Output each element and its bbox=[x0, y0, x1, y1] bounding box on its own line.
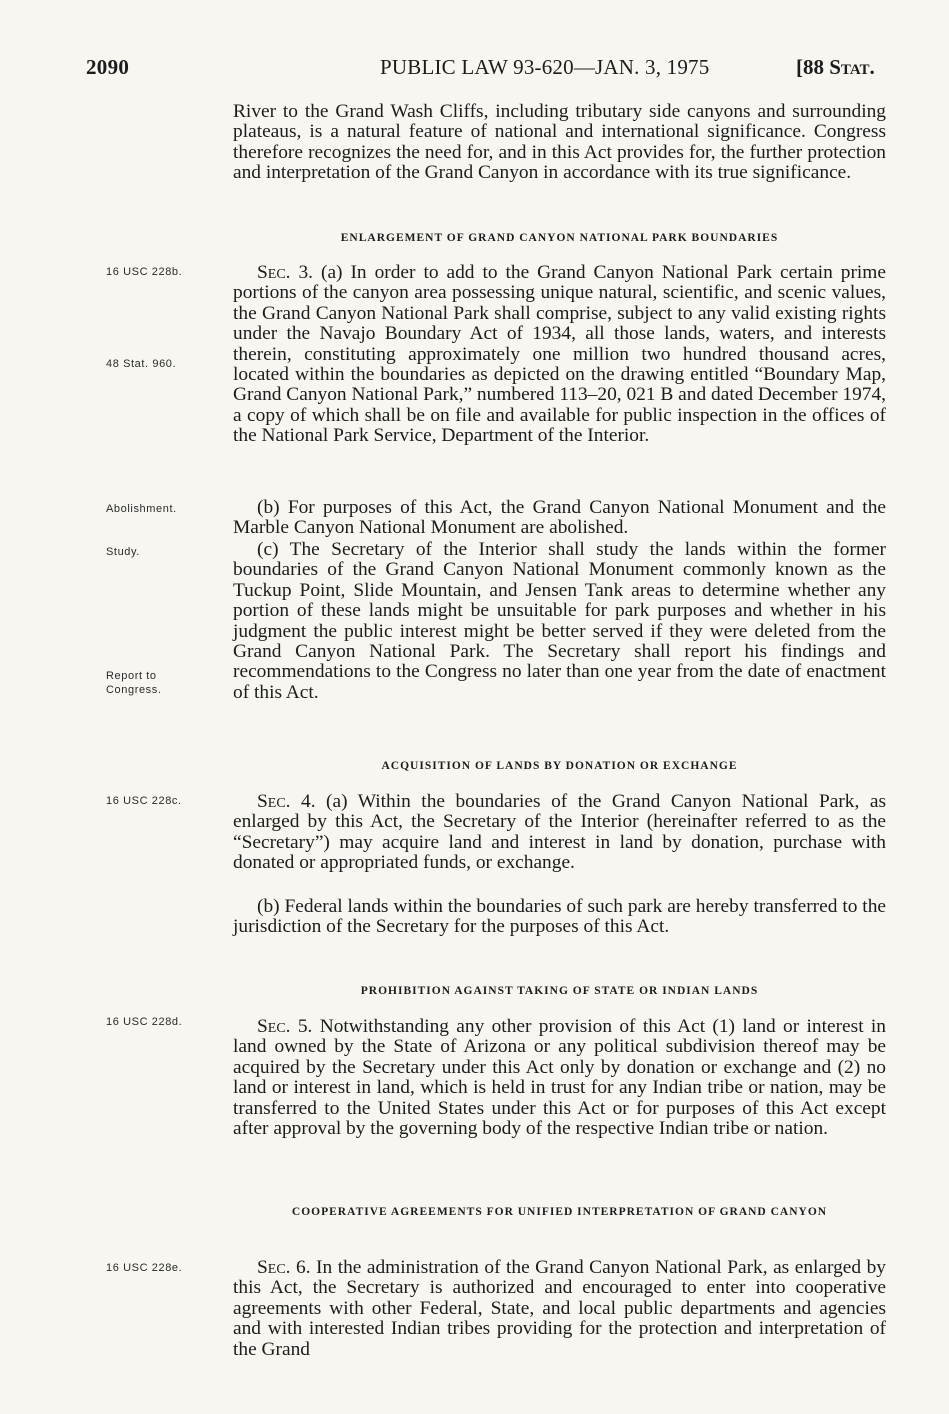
margin-note-study: Study. bbox=[106, 546, 140, 558]
section-3-label: Sec. 3. bbox=[257, 262, 314, 283]
section-3b-paragraph: (b) For purposes of this Act, the Grand Canyon National Monument and the Marble Canyon National Monument are abolished. bbox=[233, 497, 886, 539]
heading-enlargement: ENLARGEMENT OF GRAND CANYON NATIONAL PARK BOUNDARIES bbox=[340, 232, 779, 244]
section-4b-paragraph: (b) Federal lands within the boundaries of such park are hereby transferred to the jurisdiction of the Secretary for the purposes of this Act. bbox=[233, 896, 886, 938]
section-5-label: Sec. 5. bbox=[257, 1016, 313, 1037]
page-number: 2090 bbox=[86, 55, 130, 79]
margin-note-16-usc-228e: 16 USC 228e. bbox=[106, 1262, 183, 1274]
heading-cooperative-agreements: COOPERATIVE AGREEMENTS FOR UNIFIED INTERPRETATION OF GRAND CANYON bbox=[291, 1206, 828, 1218]
section-5-text: Notwithstanding any other provision of this Act (1) land or interest in land owned by the State of Arizona or any political subdivision thereof may be acquired by the Secretary under this Act only by donation or exchange and (2) no land or interest in land, which is held in trust for any Indian tribe or nation, may be transferred to the United States under this Act or for purposes of this Act except after approval by the governing body of the respective Indian tribe or nation. bbox=[233, 1016, 886, 1140]
margin-note-16-usc-228c: 16 USC 228c. bbox=[106, 795, 182, 807]
margin-note-report-to-congress: Report to Congress. bbox=[106, 670, 162, 696]
section-4-label: Sec. 4. bbox=[257, 791, 316, 812]
section-6-text: In the administration of the Grand Canyon National Park, as enlarged by this Act, the Secretary is authorized and encouraged to enter into cooperative agreements with other Federal, State, and local public departments and agencies and with interested Indian tribes providing for the protection and interpretation of the Grand bbox=[233, 1257, 886, 1360]
section-3a-text: (a) In order to add to the Grand Canyon National Park certain prime portions of the canyon area possessing unique natural, scientific, and scenic values, the Grand Canyon National Park shall comprise, subject to any valid existing rights under the Navajo Boundary Act of 1934, all those lands, waters, and interests therein, constituting approximately one million two hundred thousand acres, located within the boundaries as depicted on the drawing entitled “Boundary Map, Grand Canyon National Park,” numbered 113–20, 021 B and dated December 1974, a copy of which shall be on file and available for public inspection in the offices of the National Park Service, Department of the Interior. bbox=[233, 262, 887, 447]
section-5-paragraph bbox=[233, 1017, 886, 1139]
margin-note-48-stat-960: 48 Stat. 960. bbox=[106, 358, 177, 370]
running-title: PUBLIC LAW 93-620—JAN. 3, 1975 bbox=[380, 55, 710, 79]
margin-note-16-usc-228d: 16 USC 228d. bbox=[106, 1016, 183, 1028]
section-3c-paragraph: (c) The Secretary of the Interior shall study the lands within the former boundaries of the Grand Canyon National Monument commonly known as the Tuckup Point, Slide Mountain, and Jensen Tank areas to determine whether any portion of these lands might be unsuitable for park purposes and whether in his judgment the public interest might be better served if they were deleted from the Grand Canyon National Park. The Secretary shall report his findings and recommendations to the Congress no later than one year from the date of enactment of this Act. bbox=[233, 539, 886, 703]
section-6-label: Sec. 6. bbox=[257, 1257, 311, 1278]
page-header bbox=[0, 55, 949, 87]
heading-prohibition: PROHIBITION AGAINST TAKING OF STATE OR INDIAN LANDS bbox=[360, 985, 759, 997]
section-6-paragraph bbox=[233, 1258, 886, 1360]
intro-paragraph: River to the Grand Wash Cliffs, including tributary side canyons and surrounding plateaus, is a natural feature of national and international significance. Congress therefore recognizes the need for, and in this Act provides for, the further protection and interpretation of the Grand Canyon in accordance with its true significance. bbox=[233, 101, 886, 184]
heading-acquisition: ACQUISITION OF LANDS BY DONATION OR EXCHANGE bbox=[381, 760, 738, 772]
section-4a-text: (a) Within the boundaries of the Grand Canyon National Park, as enlarged by this Act, the Secretary of the Interior (hereinafter referred to as the “Secretary”) may acquire land and interest in land by donation, purchase with donated or appropriated funds, or exchange. bbox=[233, 791, 886, 874]
section-3a-paragraph bbox=[233, 263, 886, 447]
margin-note-abolishment: Abolishment. bbox=[106, 503, 177, 515]
margin-note-16-usc-228b: 16 USC 228b. bbox=[106, 266, 183, 278]
volume-reference: [88 Stat. bbox=[796, 55, 875, 79]
section-4a-paragraph bbox=[233, 792, 886, 874]
